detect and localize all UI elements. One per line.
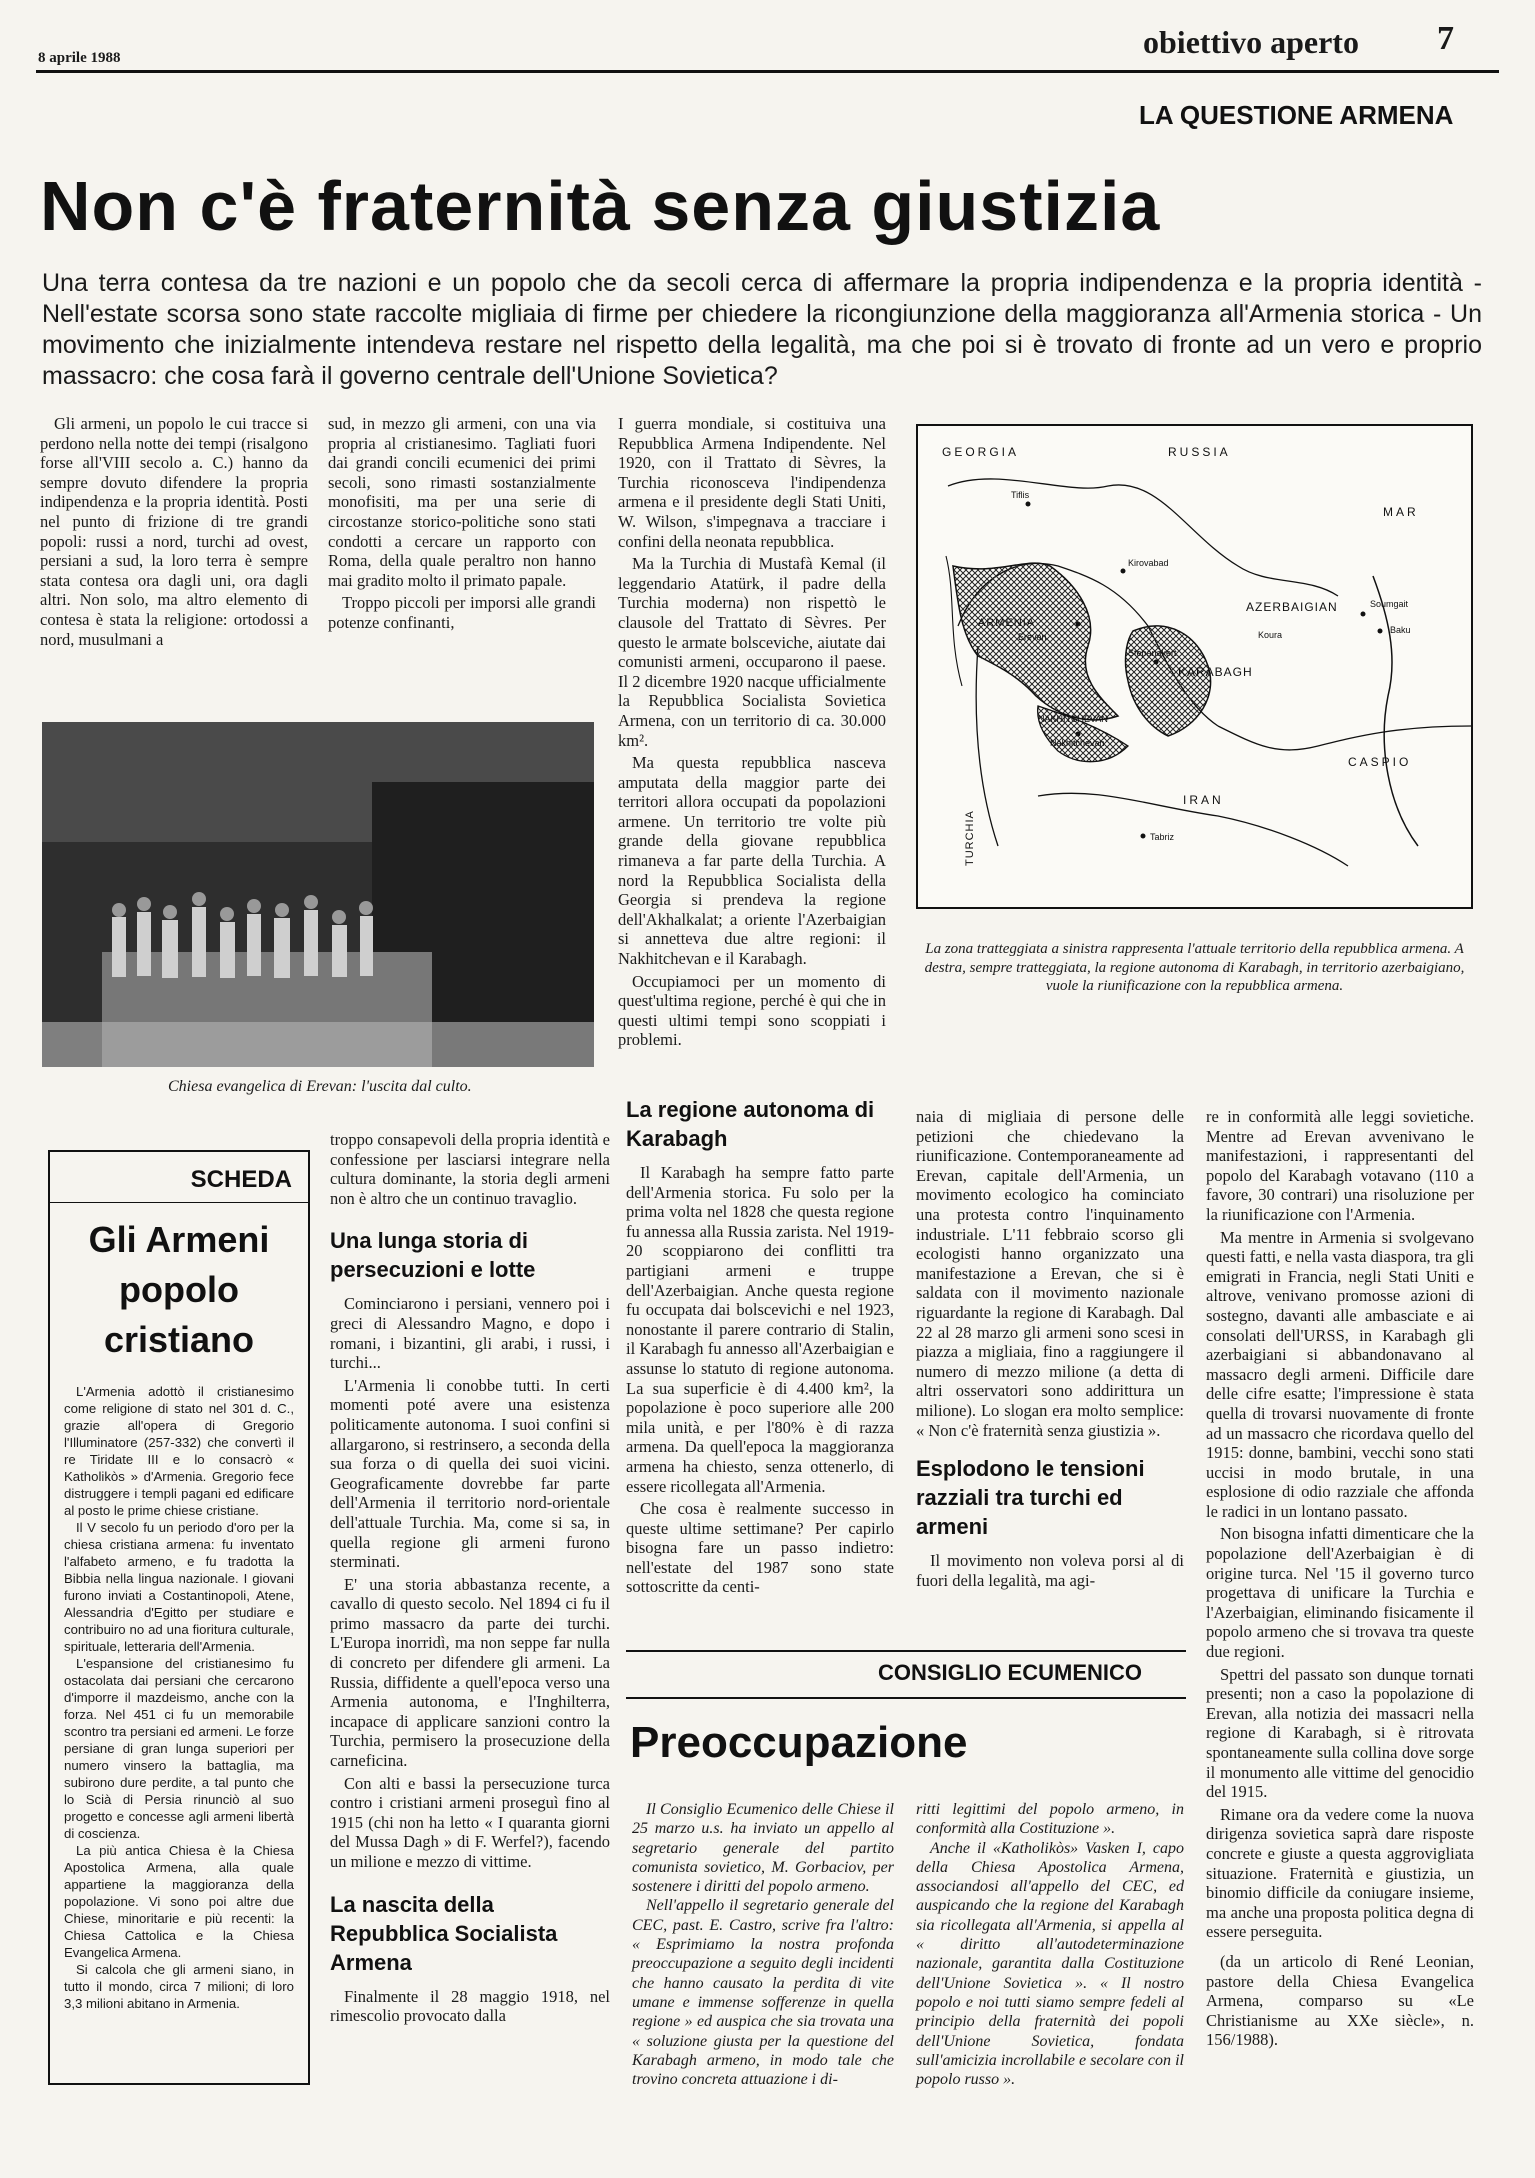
map-label-tabriz: Tabriz bbox=[1150, 832, 1175, 842]
map-caption: La zona tratteggiata a sinistra rappresenta l'attuale territorio della repubblica armena. A destra, sempre tratteggiata, la regione autonoma di Karabagh, in territorio azerbaigiano, vuole la riunificazione con la repubblica armena. bbox=[924, 941, 1465, 994]
scheda-paragraph: Il V secolo fu un periodo d'oro per la chiesa cristiana armena: fu inventato l'alfabeto armeno, e fu tradotta la Bibbia nella lingua nazionale. I giovani furono inviati a Costantinopoli, Atene, Alessandria d'Egitto per studiare e contribuiro no ad una fioritura culturale, spirituale, letteraria dell'Armenia. bbox=[64, 1520, 294, 1654]
consiglio-rule bbox=[626, 1697, 1186, 1699]
consiglio-paragraph: Nell'appello il segretario generale del CEC, past. E. Castro, scrive fra l'altro: « Esprimiamo la nostra profonda preoccupazione a seguito degli incidenti che hanno causato la perdita di vite umane e immense sofferenze in quella regione » ed auspica che sia trovata una « soluzione giusta per la questione del Karabagh armeno, in modo tale che trovino concreta attuazione i di- bbox=[632, 1897, 894, 2089]
map-label-russia: RUSSIA bbox=[1168, 445, 1231, 459]
map-label-soumgait: Soumgait bbox=[1370, 599, 1409, 609]
standfirst: Una terra contesa da tre nazioni e un popolo che da secoli cerca di affermare la propria indipendenza e la propria identità - Nell'estate scorsa sono state raccolte migliaia di firme per chiedere la ricongiunzione della maggioranza all'Armenia storica - Un movimento che inizialmente intendeva restare nel rispetto della legalità, ma che poi si è trovato di fronte ad un vero e proprio massacro: che cosa farà il governo centrale dell'Unione Sovietica? bbox=[42, 269, 1482, 390]
tensions-column bbox=[916, 1107, 1184, 1593]
page-number: 7 bbox=[1437, 20, 1454, 57]
region-map bbox=[916, 424, 1473, 909]
scheda-label: SCHEDA bbox=[50, 1166, 308, 1203]
map-label-georgia: GEORGIA bbox=[942, 445, 1020, 459]
conclusion-column bbox=[1206, 1107, 1474, 2053]
history-column bbox=[618, 414, 886, 1053]
body-paragraph: Il Karabagh ha sempre fatto parte dell'Armenia storica. Fu solo per la prima volta nel 1828 che questa regione fu annessa alla Russia zarista. Nel 1919-20 scoppiarono dei conflitti tra partigiani armeni e truppe dell'Azerbaigian. Anche questa regione fu occupata dai bolscevichi e nel 1923, nonostante il parere contrario di Stalin, il Karabagh fu annesso all'Azerbaigian e assunse lo statuto di regione autonoma. La sua superficie è di 4.400 km², la popolazione è poco superiore alle 200 mila unità, e per l'80% è di razza armena. Da quell'epoca la maggioranza armena ha chiesto, senza ottenerlo, di essere ricollegata all'Armenia. bbox=[626, 1163, 894, 1496]
history-paragraph: Ma questa repubblica nasceva amputata della maggior parte dei territori allora occupati da popolazioni armene. Un territorio tre volte più grande della giovane repubblica rimaneva a far parte della Turchia. A nord la Repubblica Socialista della Georgia si prendeva la regione dell'Akhalkalat; a oriente l'Azerbaigian si annetteva due altre regioni: il Nakhitchevan e il Karabagh. bbox=[618, 753, 886, 969]
intro-paragraph: sud, in mezzo gli armeni, con una via propria al cristianesimo. Tagliati fuori dai grandi concili ecumenici dei primi secoli, sono rimasti sostanzialmente monofisiti, ma per una serie di circostanze storico-politiche sono stati condotti a cercare un rapporto con Roma, della quale peraltro non hanno mai gradito molto il primato papale. bbox=[328, 414, 596, 590]
consiglio-kicker: CONSIGLIO ECUMENICO bbox=[878, 1660, 1143, 1685]
consiglio-column-1 bbox=[632, 1800, 894, 2089]
region-map-drawing bbox=[918, 426, 1471, 907]
subhead-persecuzioni: Una lunga storia di persecuzioni e lotte bbox=[330, 1228, 536, 1283]
intro-paragraph: Gli armeni, un popolo le cui tracce si perdono nella notte dei tempi (risalgono forse all'VIII secolo a. C.) hanno da sempre dovuto difendere la propria indipendenza e la propria identità. Posti nel punto di frizione di tre grandi popoli: russi a nord, turchi ad ovest, persiani a sud, la loro terra è sempre stata contesa ora dagli uni, ora dagli altri. Non solo, ma altro elemento di contesa è stata la religione: ortodossi a nord, musulmani a bbox=[40, 414, 308, 649]
body-paragraph: Con alti e bassi la persecuzione turca contro i cristiani armeni proseguì fino al 1915 (chi non ha letto « I quaranta giorni del Mussa Dagh » di F. Werfel?), facendo un milione e mezzo di vittime. bbox=[330, 1773, 610, 1871]
body-paragraph: Finalmente il 28 maggio 1918, nel rimescolio provocato dalla bbox=[330, 1986, 610, 2026]
scheda-title: Gli Armeni popolo cristiano bbox=[88, 1219, 270, 1360]
map-label-nakhitchevan: NAKHITCHEVAN bbox=[1038, 714, 1108, 724]
map-label-erevan: Erevan bbox=[1018, 632, 1047, 642]
body-paragraph: troppo consapevoli della propria identità e confessione per lasciarsi integrare nella cultura dominante, la storia degli armeni non è altro che un continuo travaglio. bbox=[330, 1130, 610, 1208]
map-label-baku: Baku bbox=[1390, 625, 1411, 635]
map-label-stepanakert: Stepanakert bbox=[1128, 648, 1177, 658]
body-paragraph: Rimane ora da vedere come la nuova dirigenza sovietica saprà dare risposte concrete e giuste a questa aggrovigliata situazione. Fraternità e giustizia, un binomio difficile da coniugare insieme, ma anche una proposta politica degna di essere perseguita. bbox=[1206, 1804, 1474, 1942]
map-label-iran: IRAN bbox=[1183, 793, 1224, 807]
subhead-nascita: La nascita della Repubblica Socialista Armena bbox=[330, 1891, 558, 1975]
headline: Non c'è fraternità senza giustizia bbox=[40, 167, 1161, 245]
body-paragraph: E' una storia abbastanza recente, a cavallo di questo secolo. Nel 1894 ci fu il primo massacro da parte dei turchi. L'Europa inorridì, ma non seppe far nulla di concreto per difendere gli armeni. La Russia, diffidente a quell'epoca verso una Armenia autonoma, e l'Inghilterra, incapace di applicare sanzioni contro la Turchia, permisero la prosecuzione della carneficina. bbox=[330, 1574, 610, 1771]
scheda-paragraph: L'espansione del cristianesimo fu ostacolata dai persiani che cercarono d'imporre il mazdeismo, anche con la forza. Nel 451 ci fu un memorabile scontro tra persiani ed armeni. Le forze persiane di gran lunga superiori per numero vinsero la battaglia, ma subirono dure perdite, a tal punto che lo Scià di Persia rinunciò al suo progetto e concesse agli armeni libertà di coscienza. bbox=[64, 1656, 294, 1841]
scheda-paragraph: Si calcola che gli armeni siano, in tutto il mondo, circa 7 milioni; di loro 3,3 milioni abitano in Armenia. bbox=[64, 1962, 294, 2011]
map-label-armenia: ARMENIA bbox=[978, 617, 1036, 629]
consiglio-column-2 bbox=[916, 1800, 1184, 2089]
scheda-box bbox=[48, 1150, 310, 2085]
map-label-koura: Koura bbox=[1258, 630, 1283, 640]
scheda-paragraph: L'Armenia adottò il cristianesimo come religione di stato nel 301 d. C., grazie all'opera di Gregorio l'Illuminatore (257-332) che convertì il re Tiridate III e lo consacrò « Katholikòs » d'Armenia. Gregorio fece distruggere i templi pagani ed edificare al posto le prime chiese cristiane. bbox=[64, 1384, 294, 1518]
body-paragraph: Che cosa è realmente successo in queste ultime settimane? Per capirlo bisogna fare un passo indietro: nell'estate del 1987 sono state sottoscritte da centi- bbox=[626, 1499, 894, 1597]
subhead-tensioni: Esplodono le tensioni razziali tra turchi ed armeni bbox=[916, 1456, 1145, 1540]
consiglio-paragraph: ritti legittimi del popolo armeno, in conformità alla Costituzione ». bbox=[916, 1801, 1184, 1838]
masthead-rule bbox=[36, 70, 1499, 73]
photo-caption: Chiesa evangelica di Erevan: l'uscita dal culto. bbox=[168, 1078, 472, 1095]
karabagh-hatched-region bbox=[1126, 626, 1211, 736]
consiglio-paragraph: Il Consiglio Ecumenico delle Chiese il 25 marzo u.s. ha inviato un appello al segretario generale del partito comunista sovietico, M. Gorbaciov, per sostenere i diritti del popolo armeno. bbox=[632, 1801, 894, 1896]
map-label-caspio: CASPIO bbox=[1348, 755, 1412, 769]
map-label-kirovabad: Kirovabad bbox=[1128, 558, 1169, 568]
intro-column-1 bbox=[40, 414, 308, 652]
map-label-azerbaigian: AZERBAIGIAN bbox=[1246, 600, 1338, 614]
history-paragraph: I guerra mondiale, si costituiva una Repubblica Armena Indipendente. Nel 1920, con il Trattato di Sèvres, la Turchia riconosceva l'indipendenza armena e il presidente degli Stati Uniti, W. Wilson, s'impegnava a tracciare i confini della neonata repubblica. bbox=[618, 414, 886, 551]
consiglio-paragraph: Anche il «Katholikòs» Vasken I, capo della Chiesa Apostolica Armena, associandosi all'appello del CEC, ed auspicando che la regione del Karabagh sia ricollegata all'Armenia, si appella al « diritto all'autodeterminazione nazionale, garantita dalla Costituzione dell'Unione Sovietica ». « Il nostro popolo e noi tutti siamo sempre fedeli al principio della fraternità dei popoli dell'Unione Sovietica, fondata sull'amicizia incrollabile e secolare con il popolo russo ». bbox=[916, 1839, 1184, 2089]
consiglio-top-rule bbox=[626, 1650, 1186, 1652]
subhead-karabagh: La regione autonoma di Karabagh bbox=[626, 1097, 875, 1151]
body-paragraph: Ma mentre in Armenia si svolgevano questi fatti, e nella vasta diaspora, tra gli emigrati in Francia, negli Stati Uniti e altrove, venivano promosse azioni di sostegno, davanti alle ambasciate e ai consolati dell'URSS, in Karabagh gli azerbaigiani si abbandonavano al massacro degli armeni. Difficile dare delle cifre esatte; l'impressione è stata quella di trovarsi nuovamente di fronte ad un massacro che ricordava quello del 1915: donne, bambini, vecchi sono stati uccisi in modo brutale, in una esplosione di odio razziale che affonda le radici in un lontano passato. bbox=[1206, 1227, 1474, 1521]
intro-column-2 bbox=[328, 414, 596, 636]
kicker: LA QUESTIONE ARMENA bbox=[1139, 100, 1454, 130]
masthead-section: obiettivo aperto bbox=[1143, 24, 1359, 60]
map-label-mar: MAR bbox=[1383, 505, 1419, 519]
body-paragraph: Spettri del passato son dunque tornati presenti; non a caso la popolazione di Erevan, alla notizia dei massacri nella regione di Karabagh, si è ritrovata spontaneamente sulla collina dove sorge il monumento alle vittime del genocidio del 1915. bbox=[1206, 1664, 1474, 1802]
body-paragraph: Non bisogna infatti dimenticare che la popolazione dell'Azerbaigian è di origine turca. Nel '15 il governo turco progettava di unificare la Turchia e l'Azerbaigian, eliminando fisicamente il popolo armeno che si trovava tra queste due regioni. bbox=[1206, 1524, 1474, 1662]
body-paragraph: re in conformità alle leggi sovietiche. Mentre ad Erevan avvenivano le manifestazioni, i rappresentanti del popolo del Karabagh votavano (110 a favore, 30 contrari) una risoluzione per la riunificazione con l'Armenia. bbox=[1206, 1107, 1474, 1224]
consiglio-title: Preoccupazione bbox=[630, 1718, 968, 1767]
map-label-tiflis: Tiflis bbox=[1011, 490, 1030, 500]
karabagh-column bbox=[626, 1095, 894, 1600]
body-paragraph: Cominciarono i persiani, vennero poi i greci di Alessandro Magno, e dopo i romani, i bizantini, gli arabi, i russi, i turchi... bbox=[330, 1294, 610, 1373]
scheda-paragraph: La più antica Chiesa è la Chiesa Apostolica Armena, alla quale appartiene la maggioranza della popolazione. Vi sono poi altre due Chiese, minoritarie e più recenti: la Chiesa Cattolica e la Chiesa Evangelica Armena. bbox=[64, 1843, 294, 1960]
intro-paragraph: Troppo piccoli per imporsi alle grandi potenze confinanti, bbox=[328, 593, 596, 632]
body-paragraph: Il movimento non voleva porsi al di fuori della legalità, ma agi- bbox=[916, 1551, 1184, 1590]
masthead-date: 8 aprile 1988 bbox=[38, 50, 121, 66]
photo-crowd-illustration bbox=[42, 722, 594, 1067]
church-photo bbox=[42, 722, 594, 1067]
history-paragraph: Ma la Turchia di Mustafà Kemal (il leggendario Atatürk, il padre della Turchia moderna) non rispettò le clausole del Trattato di Sèvres. Per questo le armate bolsceviche, aiutate dai comunisti armeni, occuparono il paese. Il 2 dicembre 1920 nacque ufficialmente la Repubblica Socialista Sovietica Armena, con un territorio di ca. 30.000 km². bbox=[618, 554, 886, 750]
body-paragraph: L'Armenia li conobbe tutti. In certi momenti poté avere una esistenza politicamente autonoma. I suoi confini si allargarono, si restrinsero, a seconda della sua forza o di quella dei suoi vicini. Geograficamente dovrebbe far parte dell'Armenia il territorio nord-orientale dell'attuale Turchia. Ma, come si sa, in quella regione gli armeni furono sterminati. bbox=[330, 1375, 610, 1572]
map-label-nakhitchevan-city: Nakhitchevan bbox=[1050, 738, 1105, 748]
history-paragraph: Occupiamoci per un momento di quest'ultima regione, perché è qui che in questi ultimi tempi sono scoppiati i problemi. bbox=[618, 971, 886, 1050]
map-label-turchia: TURCHIA bbox=[964, 810, 976, 866]
body-paragraph: naia di migliaia di persone delle petizioni che chiedevano la riunificazione. Contemporaneamente ad Erevan, capitale dell'Armenia, un movimento ecologico ha cominciato una protesta contro l'inquinamento industriale. L'11 febbraio scorso gli ecologisti hanno organizzato una manifestazione a Erevan, che si è saldata con il movimento nazionale riguardante la regione di Karabagh. Dal 22 al 28 marzo gli armeni sono scesi in piazza a migliaia, fino a raggiungere il numero di mezzo milione (a detta di altri osservatori sono addirittura un milione). Lo slogan era molto semplice: « Non c'è fraternità senza giustizia ». bbox=[916, 1107, 1184, 1440]
article-credit: (da un articolo di René Leonian, pastore della Chiesa Evangelica Armena, comparso su «Le Christianisme au XXe siècle», n. 156/1988). bbox=[1206, 1951, 1474, 2050]
map-label-karabagh: KARABAGH bbox=[1178, 665, 1253, 679]
persecution-column bbox=[330, 1130, 610, 2029]
